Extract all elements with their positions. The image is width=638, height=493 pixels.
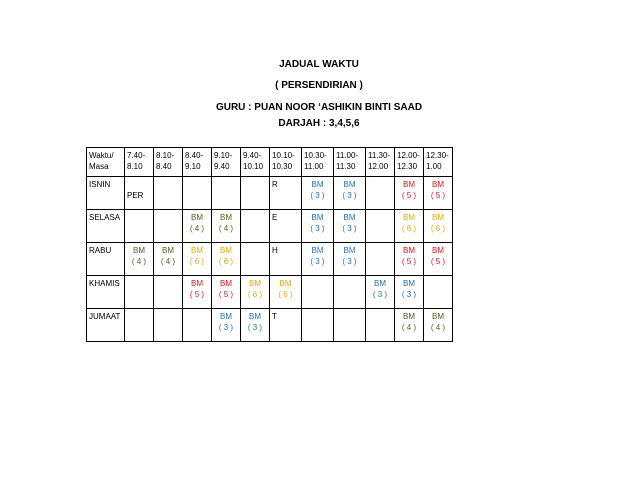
class-label: ( 6 ): [189, 257, 205, 266]
class-label: ( 5 ): [401, 191, 417, 200]
period-cell: [302, 243, 334, 276]
period-cell: [424, 276, 453, 309]
time-slot-line: 9.40: [214, 162, 230, 171]
period-cell: [212, 210, 241, 243]
time-slot-line: 11.30: [336, 162, 356, 171]
timetable-row: [87, 276, 453, 309]
time-slot-header: [125, 148, 154, 177]
period-cell: [270, 276, 302, 309]
time-slot-line: 10.30-: [304, 151, 327, 160]
time-slot-header: [183, 148, 212, 177]
subject-label: BM: [220, 279, 232, 288]
subject-label: BM: [432, 180, 444, 189]
time-slot-header: [395, 148, 424, 177]
subject-label: BM: [403, 312, 415, 321]
period-cell: [424, 243, 453, 276]
period-cell: [183, 243, 212, 276]
period-cell: [212, 276, 241, 309]
class-label: ( 3 ): [342, 257, 357, 266]
period-cell: [154, 276, 183, 309]
class-label: ( 3 ): [310, 191, 325, 200]
period-cell: [270, 309, 302, 342]
period-cell: [125, 177, 154, 210]
period-cell: [154, 177, 183, 210]
period-cell: [125, 243, 154, 276]
subject-label: BM: [374, 279, 386, 288]
subject-label: BM: [220, 246, 232, 255]
time-slot-line: 8.40: [156, 162, 172, 171]
time-slot-line: 10.10: [243, 162, 264, 171]
time-slot-line: 12.00: [368, 162, 389, 171]
class-label: ( 4 ): [218, 224, 234, 233]
period-cell: [302, 210, 334, 243]
time-slot-header: [334, 148, 366, 177]
period-cell: [154, 210, 183, 243]
period-cell: [334, 276, 366, 309]
time-slot-line: 8.10: [127, 162, 143, 171]
subject-label: BM: [279, 279, 292, 288]
timetable-row: [87, 177, 453, 210]
class-label: ( 5 ): [401, 257, 417, 266]
period-cell: [395, 243, 424, 276]
time-slot-line: 1.00: [426, 162, 442, 171]
time-slot-header: [241, 148, 270, 177]
period-cell: [366, 177, 395, 210]
subject-label: BM: [403, 279, 415, 288]
document-title: JADUAL WAKTU: [279, 59, 359, 70]
subject-label: BM: [249, 279, 261, 288]
subject-label: BM: [343, 246, 356, 255]
period-cell: [183, 309, 212, 342]
class-label: ( 3 ): [372, 290, 388, 299]
subject-label: BM: [432, 246, 444, 255]
time-slot-line: 8.10-: [156, 151, 175, 160]
day-label: KHAMIS: [87, 276, 125, 309]
document-subtitle: ( PERSENDIRIAN ): [275, 80, 363, 91]
time-slot-header: [270, 148, 302, 177]
period-cell: [270, 243, 302, 276]
period-cell: [241, 276, 270, 309]
timetable-row: [87, 243, 453, 276]
cell-text: R: [272, 180, 278, 189]
period-cell: [395, 276, 424, 309]
period-cell: [154, 309, 183, 342]
class-label: ( 3 ): [218, 323, 234, 332]
class-label: ( 3 ): [310, 224, 325, 233]
class-label: ( 3 ): [342, 224, 357, 233]
corner-cell: [87, 148, 125, 177]
period-cell: [241, 243, 270, 276]
period-cell: [270, 177, 302, 210]
time-slot-header: [154, 148, 183, 177]
period-cell: [183, 276, 212, 309]
class-label: ( 6 ): [401, 224, 417, 233]
period-cell: [366, 210, 395, 243]
period-cell: [241, 177, 270, 210]
period-cell: [366, 243, 395, 276]
class-label: ( 4 ): [401, 323, 417, 332]
class-label: ( 4 ): [430, 323, 446, 332]
period-cell: [302, 309, 334, 342]
subject-label: BM: [220, 213, 232, 222]
period-cell: [212, 309, 241, 342]
class-label: ( 5 ): [430, 257, 446, 266]
period-cell: [270, 210, 302, 243]
subject-label: BM: [191, 279, 203, 288]
time-slot-line: 8.40-: [185, 151, 204, 160]
time-slot-line: 9.10: [185, 162, 201, 171]
time-slot-header: [302, 148, 334, 177]
timetable: [86, 147, 453, 342]
class-label: ( 6 ): [247, 290, 263, 299]
period-cell: [183, 210, 212, 243]
period-cell: [183, 177, 212, 210]
class-label: ( 6 ): [218, 257, 234, 266]
class-label: ( 6 ): [430, 224, 446, 233]
class-label: ( 5 ): [189, 290, 205, 299]
cell-text: T: [272, 312, 277, 321]
subject-label: BM: [191, 213, 203, 222]
class-label: ( 4 ): [131, 257, 147, 266]
subject-label: BM: [311, 213, 324, 222]
class-label: ( 5 ): [430, 191, 446, 200]
time-slot-line: 11.30-: [368, 151, 391, 160]
day-label: ISNIN: [87, 177, 125, 210]
period-cell: [334, 210, 366, 243]
time-slot-line: 10.30: [272, 162, 293, 171]
subject-label: BM: [162, 246, 174, 255]
class-label: ( 5 ): [218, 290, 234, 299]
subject-label: BM: [311, 246, 324, 255]
period-cell: [424, 309, 453, 342]
subject-label: BM: [432, 312, 444, 321]
period-cell: [395, 309, 424, 342]
time-slot-header: [424, 148, 453, 177]
time-slot-line: 11.00: [304, 162, 324, 171]
cell-text: E: [272, 213, 278, 222]
timetable-row: [87, 210, 453, 243]
subject-label: BM: [403, 180, 415, 189]
class-label: ( 4 ): [160, 257, 176, 266]
class-label: ( 3 ): [342, 191, 357, 200]
period-cell: [334, 309, 366, 342]
period-cell: [125, 276, 154, 309]
period-cell: [334, 177, 366, 210]
period-cell: [212, 243, 241, 276]
class-levels: DARJAH : 3,4,5,6: [278, 118, 360, 129]
period-cell: [212, 177, 241, 210]
time-slot-line: 12.30: [397, 162, 418, 171]
timetable-row: [87, 309, 453, 342]
time-slot-line: 11.00-: [336, 151, 359, 160]
teacher-name: GURU : PUAN NOOR ‘ASHIKIN BINTI SAAD: [215, 102, 423, 113]
period-cell: [241, 210, 270, 243]
period-cell: [424, 210, 453, 243]
period-cell: [334, 243, 366, 276]
day-label: JUMAAT: [87, 309, 125, 342]
period-cell: [366, 276, 395, 309]
period-cell: [302, 177, 334, 210]
subject-label: BM: [343, 180, 356, 189]
class-label: ( 3 ): [310, 257, 325, 266]
period-cell: [424, 177, 453, 210]
time-slot-line: 12.00-: [397, 151, 420, 160]
period-cell: [366, 309, 395, 342]
subject-label: BM: [249, 312, 261, 321]
day-label: RABU: [87, 243, 125, 276]
subject-label: BM: [311, 180, 324, 189]
period-cell: [395, 177, 424, 210]
class-label: ( 3 ): [247, 323, 263, 332]
corner-line: Masa: [89, 162, 109, 171]
subject-label: BM: [220, 312, 232, 321]
cell-text: H: [272, 246, 278, 255]
cell-text: PER: [127, 191, 144, 200]
period-cell: [302, 276, 334, 309]
time-slot-line: 9.40-: [243, 151, 262, 160]
class-label: ( 6 ): [278, 290, 293, 299]
period-cell: [125, 210, 154, 243]
class-label: ( 4 ): [189, 224, 205, 233]
period-cell: [241, 309, 270, 342]
timetable-header-row: [87, 148, 453, 177]
subject-label: BM: [191, 246, 203, 255]
time-slot-header: [212, 148, 241, 177]
period-cell: [395, 210, 424, 243]
subject-label: BM: [403, 213, 415, 222]
time-slot-line: 10.10-: [272, 151, 295, 160]
period-cell: [154, 243, 183, 276]
subject-label: BM: [343, 213, 356, 222]
corner-line: Waktu/: [89, 151, 114, 160]
time-slot-line: 12.30-: [426, 151, 449, 160]
day-label: SELASA: [87, 210, 125, 243]
period-cell: [125, 309, 154, 342]
subject-label: BM: [403, 246, 415, 255]
subject-label: BM: [133, 246, 145, 255]
time-slot-header: [366, 148, 395, 177]
time-slot-line: 7.40-: [127, 151, 146, 160]
class-label: ( 3 ): [401, 290, 417, 299]
time-slot-line: 9.10-: [214, 151, 233, 160]
subject-label: BM: [432, 213, 444, 222]
